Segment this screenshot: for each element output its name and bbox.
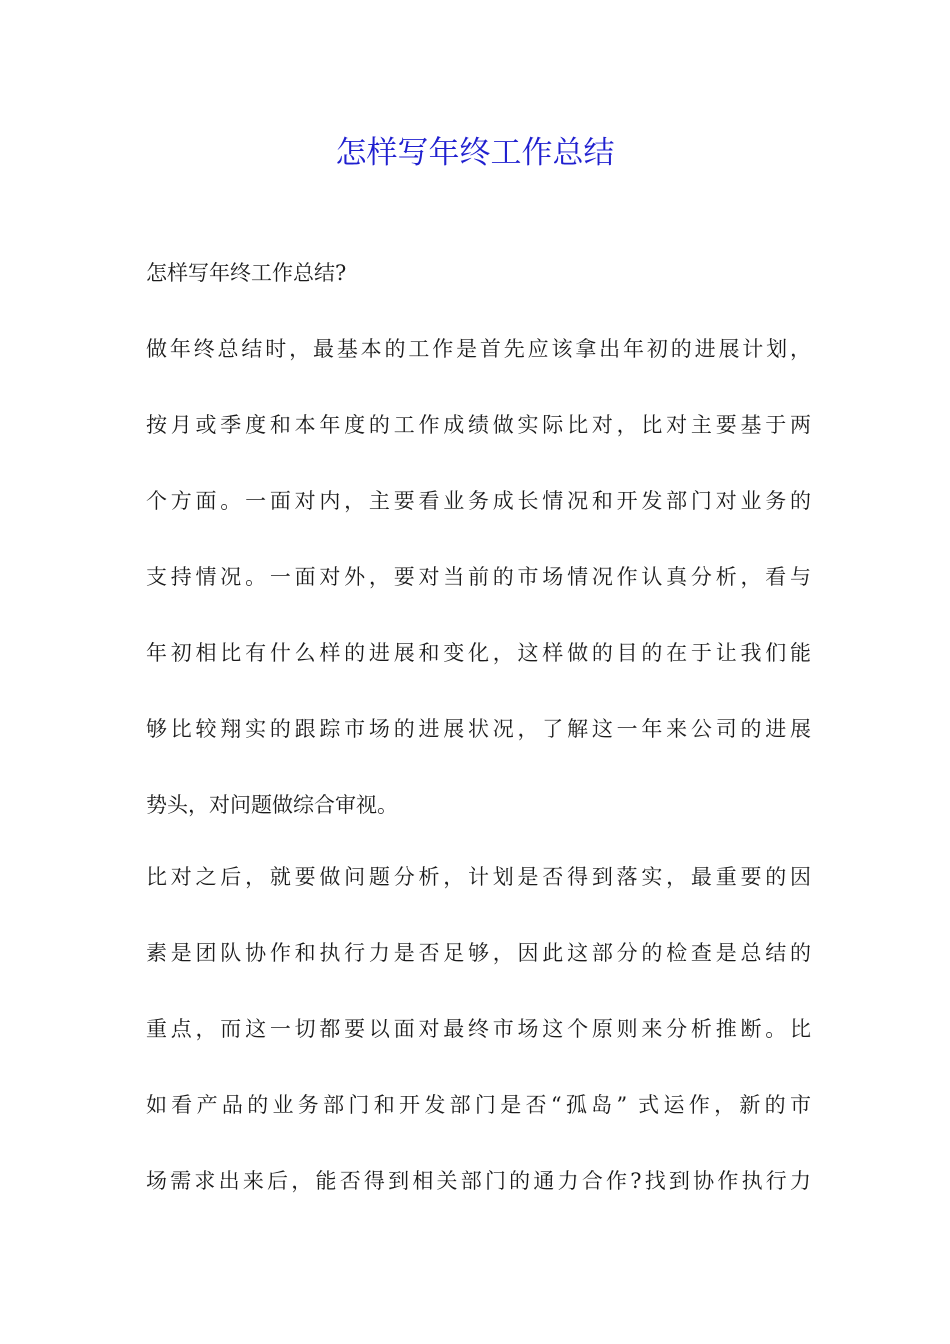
paragraph-3-line-5: 场需求出来后，能否得到相关部门的通力合作?找到协作执行力 — [146, 1169, 811, 1193]
paragraph-2-line-1: 做年终总结时，最基本的工作是首先应该拿出年初的进展计划， — [146, 337, 811, 361]
paragraph-2-line-6: 够比较翔实的跟踪市场的进展状况，了解这一年来公司的进展 — [146, 717, 811, 741]
paragraph-3-line-2: 素是团队协作和执行力是否足够，因此这部分的检查是总结的 — [146, 941, 811, 965]
document-title: 怎样写年终工作总结 — [335, 135, 615, 171]
paragraph-2-line-2: 按月或季度和本年度的工作成绩做实际比对，比对主要基于两 — [146, 413, 811, 437]
paragraph-3-line-3: 重点，而这一切都要以面对最终市场这个原则来分析推断。比 — [146, 1017, 811, 1041]
paragraph-2-line-3: 个方面。一面对内，主要看业务成长情况和开发部门对业务的 — [146, 489, 811, 513]
paragraph-2-line-4: 支持情况。一面对外，要对当前的市场情况作认真分析，看与 — [146, 565, 811, 589]
paragraph-1-line-1: 怎样写年终工作总结? — [146, 261, 347, 285]
paragraph-3-line-1: 比对之后，就要做问题分析，计划是否得到落实，最重要的因 — [146, 865, 811, 889]
document-body — [146, 261, 811, 1194]
paragraph-2-line-5: 年初相比有什么样的进展和变化，这样做的目的在于让我们能 — [146, 641, 811, 665]
paragraph-2-line-7: 势头，对问题做综合审视。 — [146, 793, 398, 817]
paragraph-3-line-4: 如看产品的业务部门和开发部门是否“孤岛” 式运作，新的市 — [146, 1093, 811, 1117]
